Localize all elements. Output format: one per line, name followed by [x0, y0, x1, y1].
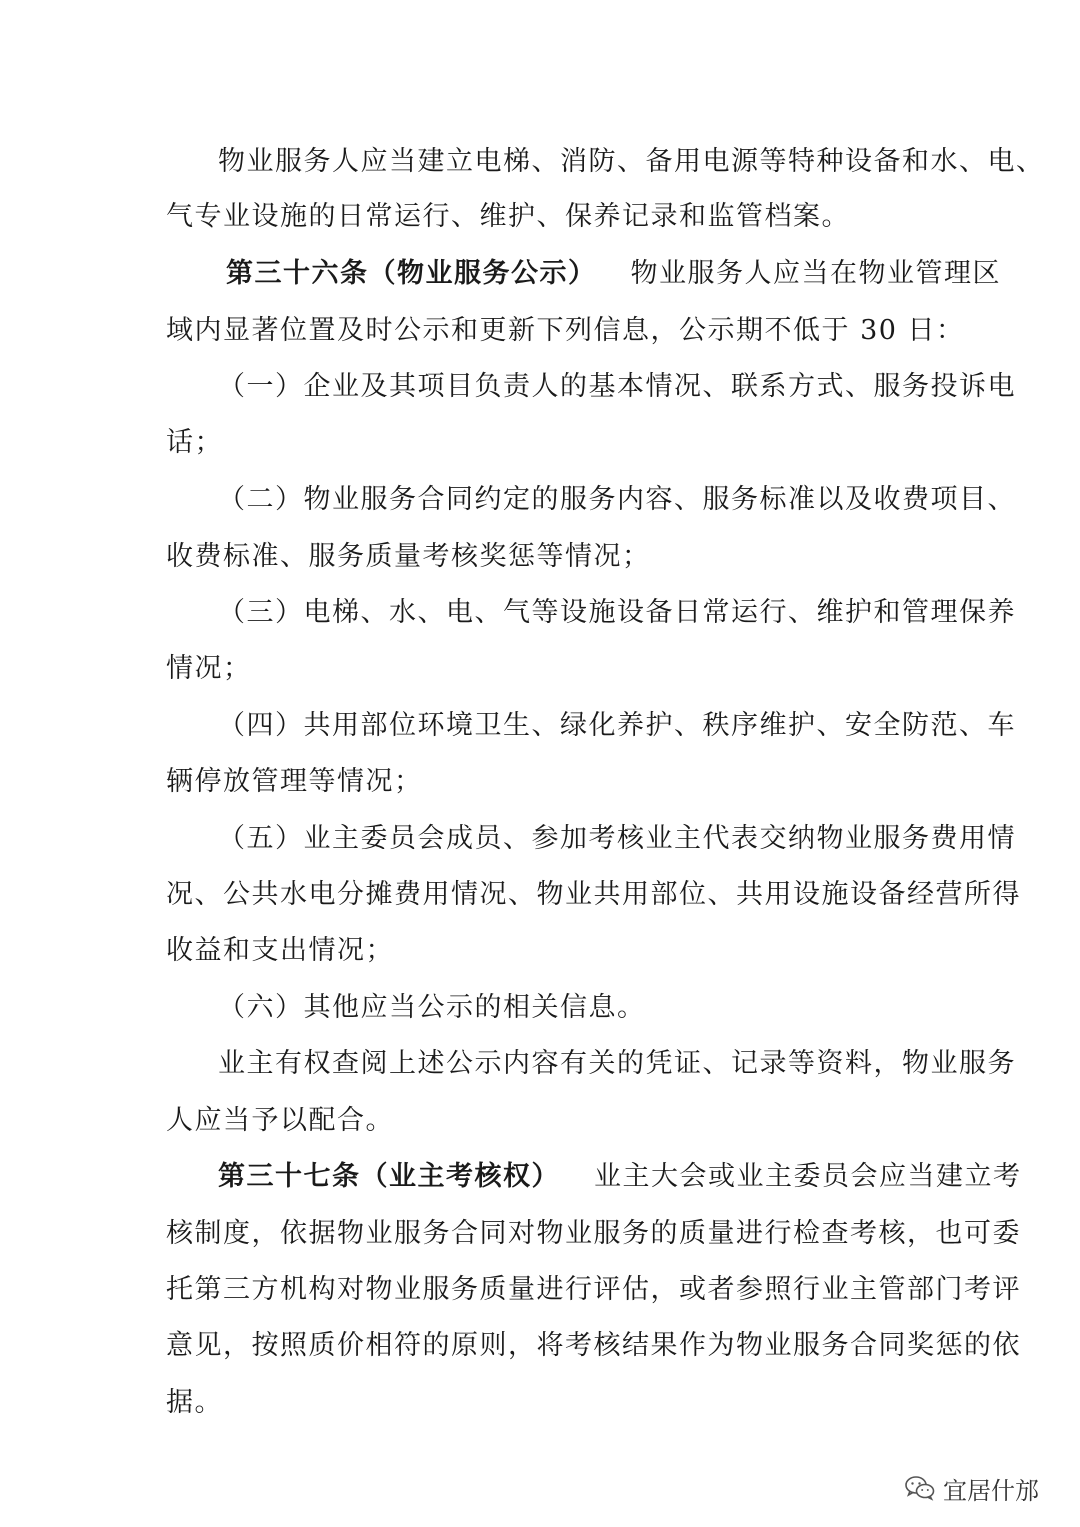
- wechat-icon: [905, 1475, 935, 1501]
- article-36-line2: 域内显著位置及时公示和更新下列信息，公示期不低于 30 日：: [166, 315, 965, 346]
- article-37-text: 业主大会或业主委员会应当建立考: [594, 1161, 1022, 1192]
- article-37-line5: 据。: [166, 1387, 223, 1418]
- article-37-line3: 托第三方机构对物业服务质量进行评估，或者参照行业主管部门考评: [166, 1274, 1021, 1305]
- article-36-heading: 第三十六条（物业服务公示）: [226, 258, 597, 289]
- para1-line2: 气专业设施的日常运行、维护、保养记录和监管档案。: [166, 201, 850, 232]
- item1-line1: （一）企业及其项目负责人的基本情况、联系方式、服务投诉电: [218, 371, 1016, 402]
- para2-line2: 人应当予以配合。: [166, 1105, 394, 1136]
- item4-line2: 辆停放管理等情况；: [166, 766, 423, 797]
- item1-line2: 话；: [166, 427, 223, 458]
- item5-line2: 况、公共水电分摊费用情况、物业共用部位、共用设施设备经营所得: [166, 879, 1021, 910]
- article-36-text: 物业服务人应当在物业管理区: [630, 258, 1001, 289]
- item3-line1: （三）电梯、水、电、气等设施设备日常运行、维护和管理保养: [218, 597, 1016, 628]
- item2-line2: 收费标准、服务质量考核奖惩等情况；: [166, 541, 651, 572]
- item5-line3: 收益和支出情况；: [166, 935, 394, 966]
- para2-line1: 业主有权查阅上述公示内容有关的凭证、记录等资料，物业服务: [218, 1048, 1016, 1079]
- article-37-line2: 核制度，依据物业服务合同对物业服务的质量进行检查考核，也可委: [166, 1218, 1021, 1249]
- watermark-text: 宜居什邡: [943, 1476, 1039, 1505]
- article-37-heading: 第三十七条（业主考核权）: [218, 1161, 560, 1192]
- watermark: [905, 1468, 1039, 1508]
- item6-line1: （六）其他应当公示的相关信息。: [218, 992, 646, 1023]
- item4-line1: （四）共用部位环境卫生、绿化养护、秩序维护、安全防范、车: [218, 710, 1016, 741]
- item3-line2: 情况；: [166, 653, 252, 684]
- item5-line1: （五）业主委员会成员、参加考核业主代表交纳物业服务费用情: [218, 823, 1016, 854]
- article-37-line1: [218, 1157, 1022, 1197]
- article-37-line4: 意见，按照质价相符的原则，将考核结果作为物业服务合同奖惩的依: [166, 1330, 1021, 1361]
- item2-line1: （二）物业服务合同约定的服务内容、服务标准以及收费项目、: [218, 484, 1016, 515]
- para1-line1: 物业服务人应当建立电梯、消防、备用电源等特种设备和水、电、: [218, 146, 1045, 177]
- article-36-line1: [226, 254, 1001, 294]
